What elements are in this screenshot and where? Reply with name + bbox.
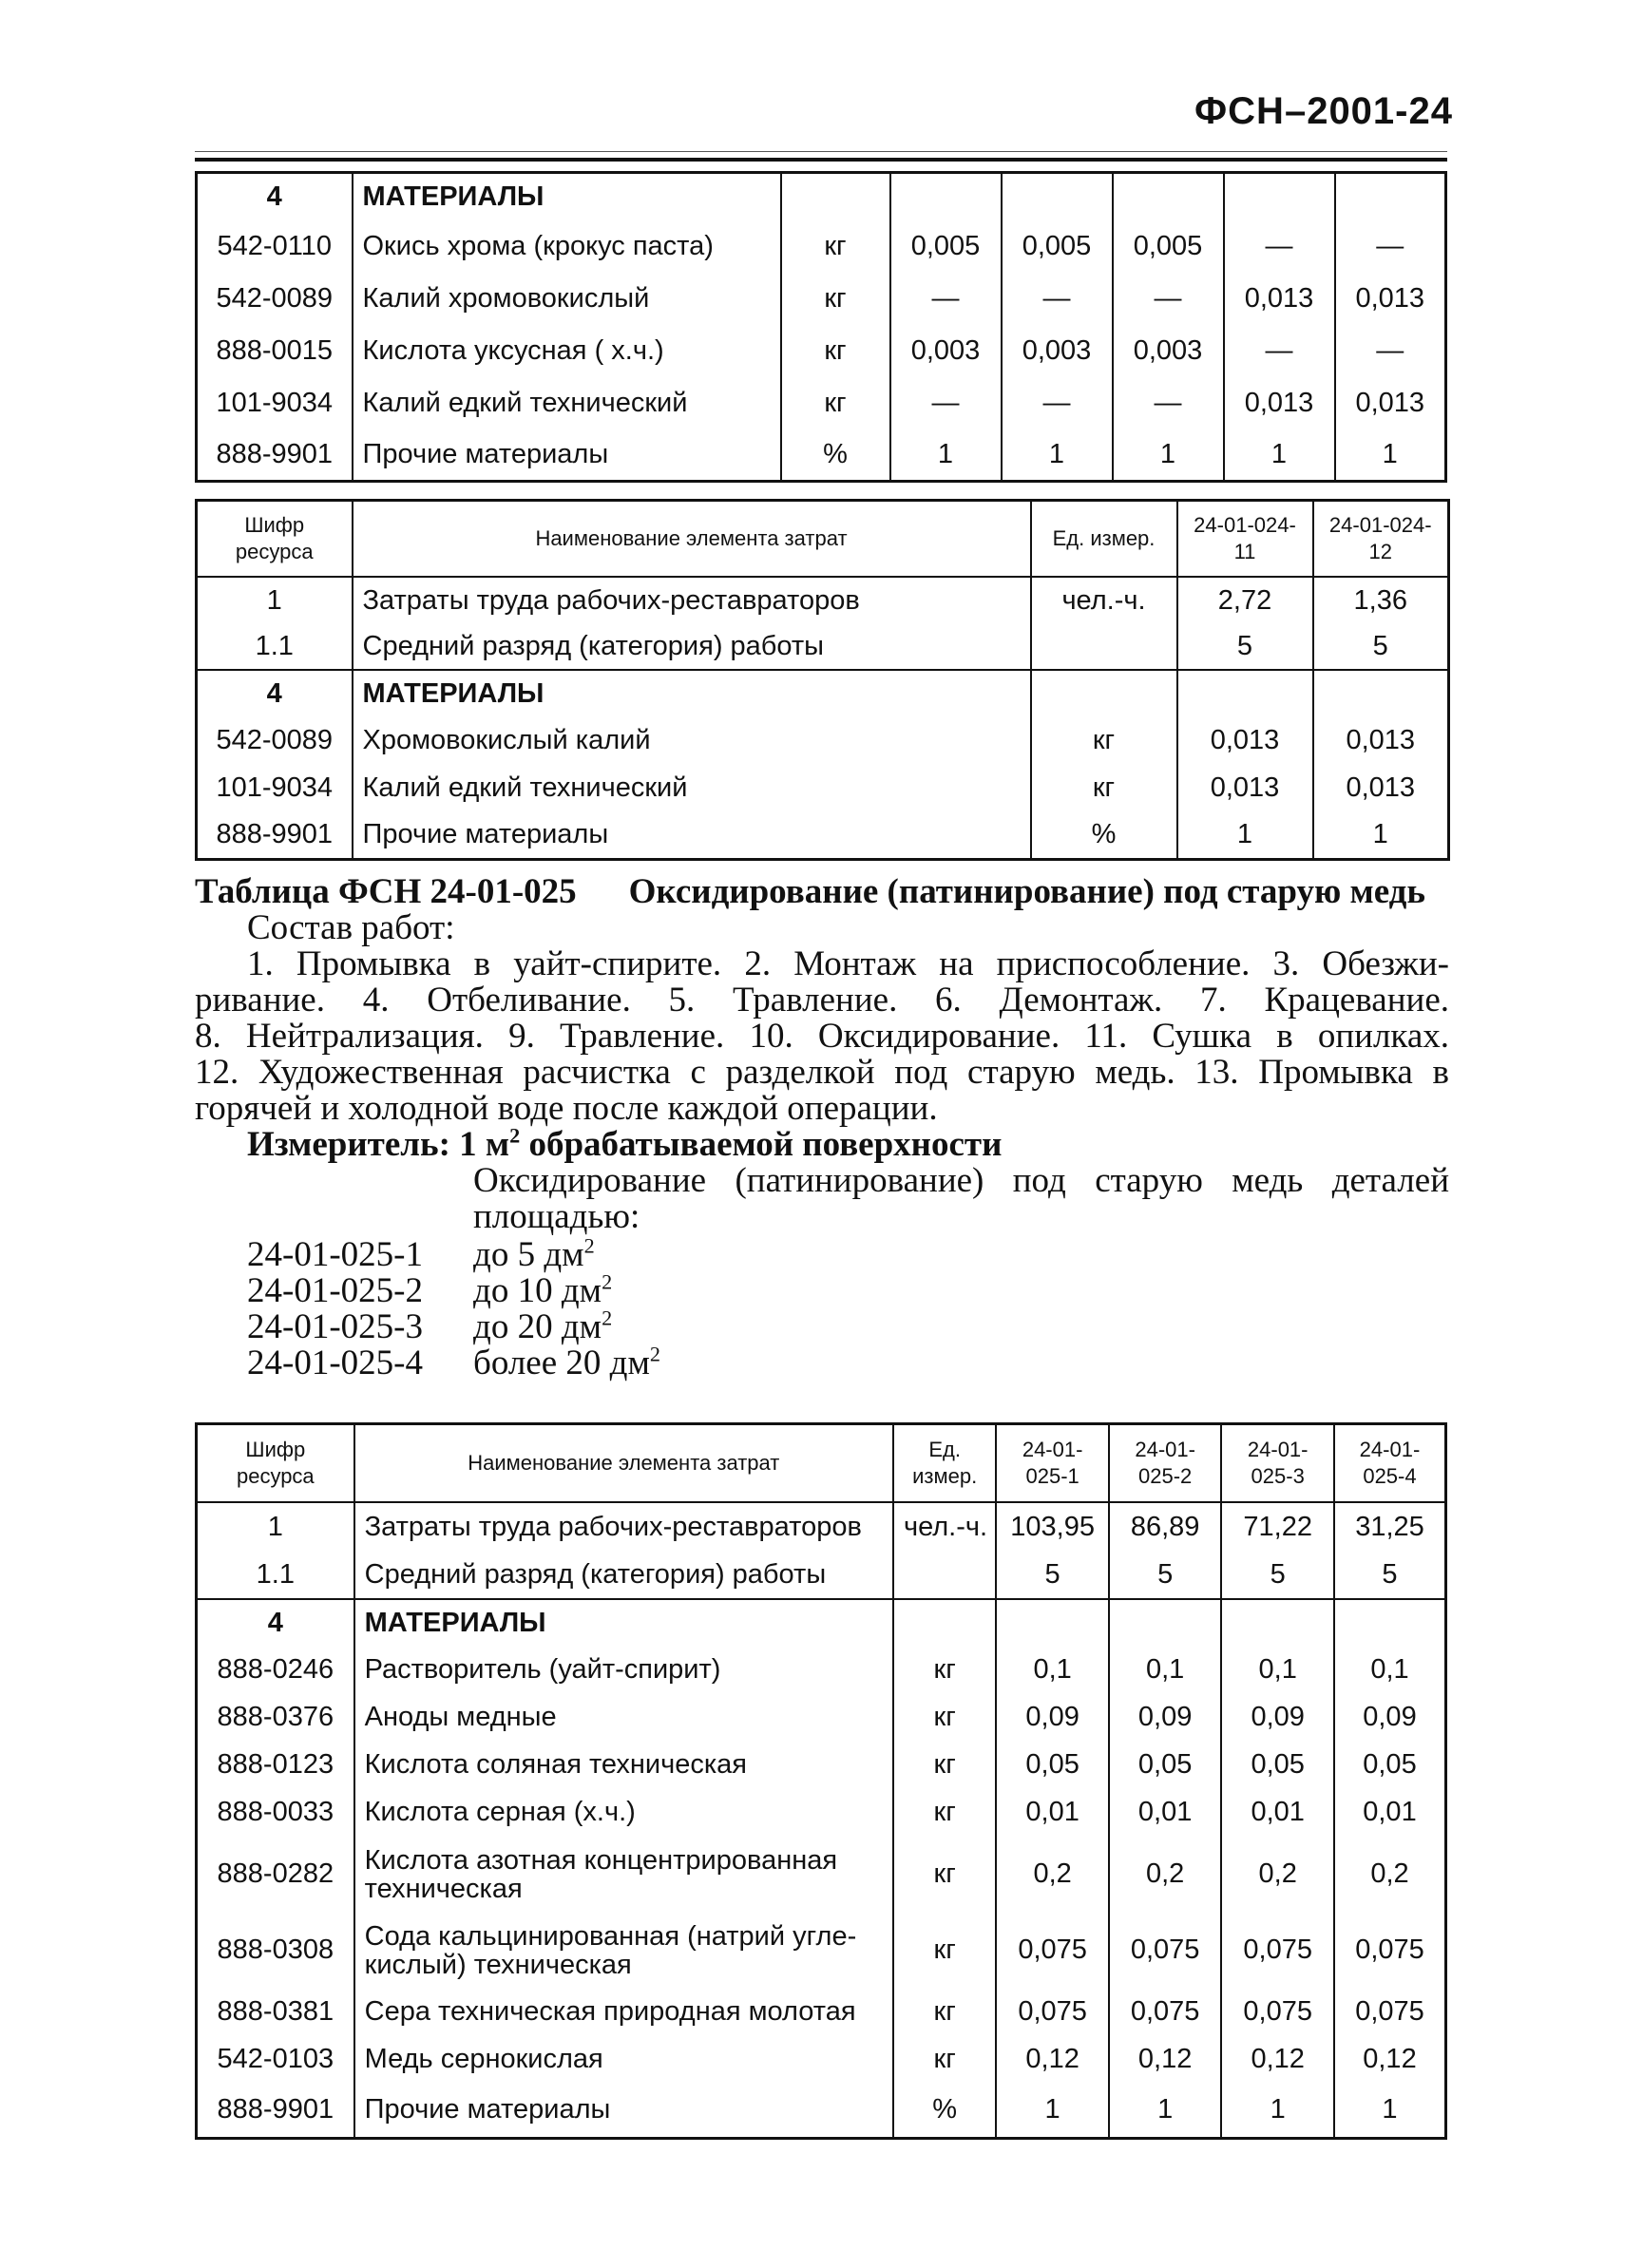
value: —: [1335, 325, 1446, 377]
value: 1: [996, 2084, 1109, 2139]
resource-name: Медь сернокислая: [354, 2036, 893, 2084]
works-label: Состав работ:: [247, 908, 455, 947]
resource-name: Затраты труда рабочих-реставраторов: [354, 1502, 893, 1552]
table-row: [197, 220, 1446, 273]
unit: %: [893, 2084, 996, 2139]
variant-text: более 20 $дм^2$: [473, 1342, 660, 1382]
value: 0,09: [1334, 1694, 1446, 1742]
unit: кг: [893, 1789, 996, 1837]
table-row: [197, 1989, 1446, 2036]
table-title: [195, 874, 1449, 910]
value: 0,05: [1109, 1742, 1222, 1789]
resource-name: Кислота соляная техническая: [354, 1742, 893, 1789]
unit: кг: [893, 1913, 996, 1989]
table-row: [197, 1502, 1446, 1552]
resource-code: 888-0123: [197, 1742, 354, 1789]
group-code: 4: [197, 173, 353, 220]
variant-row: [195, 1342, 1449, 1382]
value: 1,36: [1313, 577, 1449, 624]
resource-name: Прочие материалы: [353, 429, 781, 482]
header-col: 24-01-024-11: [1177, 501, 1313, 577]
resource-code: 542-0089: [197, 717, 353, 765]
table-number: Таблица ФСН 24-01-025: [195, 872, 577, 911]
resource-name: Прочие материалы: [353, 812, 1031, 860]
value: 0,013: [1313, 717, 1449, 765]
unit: чел.-ч.: [1031, 577, 1177, 624]
value: 1: [1335, 429, 1446, 482]
value: 1: [1002, 429, 1113, 482]
unit: %: [1031, 812, 1177, 860]
resource-code: 1.1: [197, 624, 353, 670]
resource-name: Прочие материалы: [354, 2084, 893, 2139]
value: 0,2: [1109, 1837, 1222, 1913]
works-line: 12. Художественная расчистка с разделкой под старую медь. 13. Промывка в: [195, 1053, 1449, 1092]
value: —: [1002, 377, 1113, 429]
header-cost-element: Наименование элемента затрат: [354, 1424, 893, 1502]
resource-code: 1: [197, 1502, 354, 1552]
variant-code: 24-01-025-2: [247, 1271, 423, 1310]
unit: %: [781, 429, 890, 482]
header-col: 24-01-025-3: [1221, 1424, 1334, 1502]
value: 1: [1221, 2084, 1334, 2139]
value: 0,01: [996, 1789, 1109, 1837]
value: 1: [890, 429, 1002, 482]
norm-table-024-11-12: [195, 499, 1450, 861]
value: —: [1002, 273, 1113, 325]
resource-name: Кислота уксусная ( х.ч.): [353, 325, 781, 377]
unit: кг: [1031, 717, 1177, 765]
variants-intro: Оксидирование (патинирование) под старую медь деталей: [473, 1161, 1449, 1200]
variant-row: [195, 1233, 1449, 1274]
value: 71,22: [1221, 1502, 1334, 1552]
value: 0,09: [996, 1694, 1109, 1742]
value: 5: [996, 1552, 1109, 1599]
value: 0,003: [890, 325, 1002, 377]
unit: кг: [893, 1989, 996, 2036]
resource-name: Хромовокислый калий: [353, 717, 1031, 765]
value: 1: [1177, 812, 1313, 860]
header-col: 24-01-025-1: [996, 1424, 1109, 1502]
table-row: [197, 765, 1449, 812]
header-rule-thin: [195, 151, 1447, 152]
value: 0,05: [996, 1742, 1109, 1789]
group-label: МАТЕРИАЛЫ: [353, 670, 1031, 717]
resource-name: Аноды медные: [354, 1694, 893, 1742]
table-row: [197, 577, 1449, 624]
value: 0,075: [1221, 1913, 1334, 1989]
value: 0,09: [1109, 1694, 1222, 1742]
value: 0,075: [1334, 1989, 1446, 2036]
resource-code: 101-9034: [197, 377, 353, 429]
unit: кг: [781, 220, 890, 273]
header-cost-element: Наименование элемента затрат: [353, 501, 1031, 577]
value: 0,013: [1335, 377, 1446, 429]
variant-code: 24-01-025-4: [247, 1344, 423, 1382]
resource-code: 542-0089: [197, 273, 353, 325]
table-row-group: [197, 670, 1449, 717]
group-label: МАТЕРИАЛЫ: [353, 173, 781, 220]
resource-code: 888-0246: [197, 1647, 354, 1694]
table-row: [197, 1647, 1446, 1694]
value: 0,12: [1109, 2036, 1222, 2084]
resource-name: Калий едкий технический: [353, 765, 1031, 812]
value: 5: [1109, 1552, 1222, 1599]
value: 31,25: [1334, 1502, 1446, 1552]
table-row: [197, 1694, 1446, 1742]
resource-name: Кислота серная (х.ч.): [354, 1789, 893, 1837]
unit: кг: [893, 1742, 996, 1789]
value: 0,013: [1177, 717, 1313, 765]
value: 5: [1221, 1552, 1334, 1599]
table-row: [197, 1552, 1446, 1599]
value: 0,013: [1335, 273, 1446, 325]
table-header-row: [197, 501, 1449, 577]
resource-name: Сера техническая природная молотая: [354, 1989, 893, 2036]
unit: кг: [781, 273, 890, 325]
resource-name: Кислота азотная концентрированная техническая: [354, 1837, 893, 1913]
value: 0,013: [1313, 765, 1449, 812]
resource-code: 888-9901: [197, 2084, 354, 2139]
value: 0,005: [890, 220, 1002, 273]
resource-name: Средний разряд (категория) работы: [353, 624, 1031, 670]
value: 0,12: [1334, 2036, 1446, 2084]
value: 0,075: [1109, 1989, 1222, 2036]
resource-code: 888-0308: [197, 1913, 354, 1989]
resource-name: Калий хромовокислый: [353, 273, 781, 325]
variant-text: до 5 $дм^2$: [473, 1233, 595, 1274]
table-row: [197, 624, 1449, 670]
works-line: ривание. 4. Отбеливание. 5. Травление. 6. Демонтаж. 7. Крацевание.: [195, 981, 1449, 1020]
unit: кг: [893, 2036, 996, 2084]
variants-list: [195, 1233, 1449, 1382]
resource-code: 888-0381: [197, 1989, 354, 2036]
value: 1: [1113, 429, 1224, 482]
value: 86,89: [1109, 1502, 1222, 1552]
header-rule-thick: [195, 158, 1447, 162]
resource-name: Окись хрома (крокус паста): [353, 220, 781, 273]
meter-prefix: Измеритель: 1 м: [247, 1125, 510, 1164]
value: 0,1: [996, 1647, 1109, 1694]
table-row: [197, 812, 1449, 860]
value: —: [890, 377, 1002, 429]
value: 0,075: [996, 1989, 1109, 2036]
value: 0,075: [996, 1913, 1109, 1989]
value: 0,2: [996, 1837, 1109, 1913]
resource-code: 1: [197, 577, 353, 624]
meter-sup: 2: [509, 1123, 521, 1148]
value: 0,09: [1221, 1694, 1334, 1742]
resource-code: 888-0376: [197, 1694, 354, 1742]
variant-text: до 10 $дм^2$: [473, 1269, 613, 1310]
header-resource-code: Шифр ресурса: [197, 1424, 354, 1502]
resource-code: 542-0110: [197, 220, 353, 273]
value: —: [890, 273, 1002, 325]
meter-suffix: обрабатываемой поверхности: [520, 1125, 1003, 1164]
unit: чел.-ч.: [893, 1502, 996, 1552]
variant-code: 24-01-025-1: [247, 1235, 423, 1274]
table-row: [197, 1913, 1446, 1989]
value: —: [1335, 220, 1446, 273]
value: 1: [1313, 812, 1449, 860]
variants-intro: площадью:: [473, 1197, 640, 1236]
table-header-row: [197, 1424, 1446, 1502]
variant-row: [195, 1306, 1449, 1346]
table-row: [197, 717, 1449, 765]
table-row: [197, 2036, 1446, 2084]
group-code: 4: [197, 1599, 354, 1647]
value: 0,01: [1221, 1789, 1334, 1837]
value: 0,003: [1113, 325, 1224, 377]
table-row: [197, 1837, 1446, 1913]
unit: [893, 1552, 996, 1599]
value: 5: [1334, 1552, 1446, 1599]
value: 0,12: [1221, 2036, 1334, 2084]
resource-code: 888-9901: [197, 812, 353, 860]
value: 0,005: [1113, 220, 1224, 273]
header-col: 24-01-025-2: [1109, 1424, 1222, 1502]
value: 0,01: [1334, 1789, 1446, 1837]
table-row: [197, 2084, 1446, 2139]
table-name: Оксидирование (патинирование) под старую медь: [628, 872, 1425, 911]
value: —: [1224, 325, 1335, 377]
value: 0,013: [1177, 765, 1313, 812]
works-line: 8. Нейтрализация. 9. Травление. 10. Оксидирование. 11. Сушка в опилках.: [195, 1017, 1449, 1056]
value: 0,1: [1109, 1647, 1222, 1694]
header-resource-code: Шифр ресурса: [197, 501, 353, 577]
variant-text: до 20 $дм^2$: [473, 1306, 613, 1346]
value: 0,05: [1334, 1742, 1446, 1789]
value: 0,075: [1109, 1913, 1222, 1989]
header-unit: Ед. измер.: [893, 1424, 996, 1502]
resource-name: Растворитель (уайт-спирит): [354, 1647, 893, 1694]
materials-table-024-continued: [195, 171, 1447, 483]
value: 0,05: [1221, 1742, 1334, 1789]
value: —: [1113, 273, 1224, 325]
section-025: [195, 874, 1449, 1382]
value: 1: [1224, 429, 1335, 482]
table-row: [197, 273, 1446, 325]
table-row: [197, 1742, 1446, 1789]
page-header-doc-code: ФСН–2001-24: [1194, 90, 1453, 132]
resource-code: 888-9901: [197, 429, 353, 482]
value: 0,003: [1002, 325, 1113, 377]
unit: [1031, 624, 1177, 670]
header-col: 24-01-025-4: [1334, 1424, 1446, 1502]
unit: кг: [781, 325, 890, 377]
value: 0,005: [1002, 220, 1113, 273]
value: 5: [1313, 624, 1449, 670]
table-row: [197, 325, 1446, 377]
value: 1: [1109, 2084, 1222, 2139]
group-code: 4: [197, 670, 353, 717]
works-line: горячей и холодной воде после каждой операции.: [195, 1089, 938, 1128]
resource-name: Затраты труда рабочих-реставраторов: [353, 577, 1031, 624]
resource-code: 888-0015: [197, 325, 353, 377]
value: 0,2: [1334, 1837, 1446, 1913]
resource-code: 1.1: [197, 1552, 354, 1599]
meter: [195, 1123, 1449, 1164]
value: 2,72: [1177, 577, 1313, 624]
norm-table-025: [195, 1422, 1447, 2140]
works-line: 1. Промывка в уайт-спирите. 2. Монтаж на приспособление. 3. Обезжи-: [247, 944, 1449, 983]
resource-code: 542-0103: [197, 2036, 354, 2084]
header-unit: Ед. измер.: [1031, 501, 1177, 577]
resource-code: 888-0033: [197, 1789, 354, 1837]
resource-name: Средний разряд (категория) работы: [354, 1552, 893, 1599]
group-label: МАТЕРИАЛЫ: [354, 1599, 893, 1647]
value: —: [1224, 220, 1335, 273]
table-row: [197, 1789, 1446, 1837]
table-row-group: [197, 173, 1446, 220]
value: 0,075: [1334, 1913, 1446, 1989]
value: 0,01: [1109, 1789, 1222, 1837]
resource-code: 101-9034: [197, 765, 353, 812]
value: 0,2: [1221, 1837, 1334, 1913]
value: 5: [1177, 624, 1313, 670]
resource-name: Калий едкий технический: [353, 377, 781, 429]
resource-code: 888-0282: [197, 1837, 354, 1913]
unit: кг: [893, 1837, 996, 1913]
variant-row: [195, 1269, 1449, 1310]
value: 0,013: [1224, 377, 1335, 429]
table-row: [197, 429, 1446, 482]
value: 0,1: [1334, 1647, 1446, 1694]
table-row-group: [197, 1599, 1446, 1647]
unit: кг: [781, 377, 890, 429]
unit: кг: [893, 1694, 996, 1742]
value: 0,075: [1221, 1989, 1334, 2036]
value: —: [1113, 377, 1224, 429]
value: 1: [1334, 2084, 1446, 2139]
header-col: 24-01-024-12: [1313, 501, 1449, 577]
value: 0,1: [1221, 1647, 1334, 1694]
table-row: [197, 377, 1446, 429]
resource-name: Сода кальцинированная (натрий угле-кислый) техническая: [354, 1913, 893, 1989]
value: 103,95: [996, 1502, 1109, 1552]
variant-code: 24-01-025-3: [247, 1307, 423, 1346]
value: 0,12: [996, 2036, 1109, 2084]
value: 0,013: [1224, 273, 1335, 325]
unit: кг: [893, 1647, 996, 1694]
unit: кг: [1031, 765, 1177, 812]
